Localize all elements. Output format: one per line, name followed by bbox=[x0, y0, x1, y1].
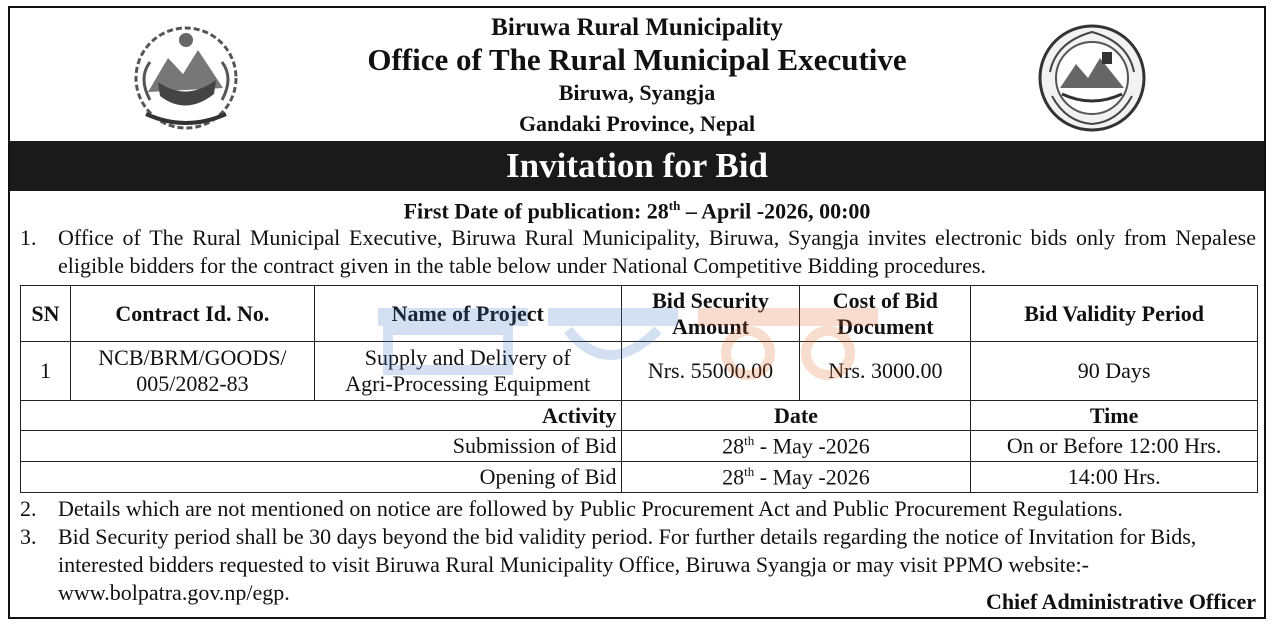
publication-prefix: First Date of publication: 28 bbox=[403, 198, 669, 224]
cell-project-name bbox=[314, 342, 621, 401]
activity-date bbox=[621, 462, 971, 493]
header-bid-validity: Bid Validity Period bbox=[971, 286, 1258, 342]
paragraph-text: Office of The Rural Municipal Executive, Biruwa Rural Municipality, Biruwa, Syangja invites electronic bids only from Nepalese eligible bidders for the contract given in the table below under National Competitive Bidding procedures. bbox=[58, 225, 1256, 279]
activity-row-submission bbox=[21, 431, 1258, 462]
paragraph-text: Bid Security period shall be 30 days beyond the bid validity period. For further details regarding the notice of Invitation for Bids, interested bidders requested to visit Biruwa Rural Municipality Office, Biruwa Syangja or may visit PPMO website:- www.bolpatra.gov.np/egp. bbox=[58, 524, 1197, 606]
paragraph-number: 1. bbox=[20, 225, 37, 251]
date-day: 28 bbox=[722, 464, 745, 490]
cell-bid-security: Nrs. 55000.00 bbox=[621, 342, 800, 401]
header-bid-document-cost: Cost of Bid Document bbox=[800, 286, 971, 342]
notice-header bbox=[10, 8, 1264, 141]
header-date: Date bbox=[621, 401, 971, 431]
header-bid-security: Bid Security Amount bbox=[621, 286, 800, 342]
table-header-row bbox=[21, 286, 1258, 342]
cell-bid-document-cost: Nrs. 3000.00 bbox=[800, 342, 971, 401]
contract-table bbox=[20, 285, 1258, 493]
activity-name: Submission of Bid bbox=[21, 431, 622, 462]
contract-id-line-2: 005/2082-83 bbox=[136, 371, 249, 397]
office-name: Office of The Rural Municipal Executive bbox=[367, 42, 907, 77]
paragraph-text: Details which are not mentioned on notice are followed by Public Procurement Act and Public Procurement Regulations. bbox=[58, 496, 1123, 522]
office-province: Gandaki Province, Nepal bbox=[518, 111, 756, 136]
header-sn: SN bbox=[21, 286, 71, 342]
office-location: Biruwa, Syangja bbox=[558, 80, 716, 105]
cell-contract-id bbox=[70, 342, 314, 401]
activity-header-row bbox=[21, 401, 1258, 431]
cell-bid-validity: 90 Days bbox=[971, 342, 1258, 401]
publication-suffix: – April -2026, 00:00 bbox=[680, 198, 871, 224]
date-sup: th bbox=[744, 464, 755, 480]
project-line-2: Agri-Processing Equipment bbox=[345, 371, 591, 397]
municipality-name: Biruwa Rural Municipality bbox=[491, 14, 783, 41]
header-time: Time bbox=[971, 401, 1258, 431]
activity-time: 14:00 Hrs. bbox=[971, 462, 1258, 493]
cell-sn: 1 bbox=[21, 342, 71, 401]
nepal-emblem-logo bbox=[128, 22, 244, 134]
header-project-name: Name of Project bbox=[314, 286, 621, 342]
date-day: 28 bbox=[722, 433, 745, 459]
date-sup: th bbox=[744, 433, 755, 449]
signature-title: Chief Administrative Officer bbox=[985, 589, 1256, 614]
activity-name: Opening of Bid bbox=[21, 462, 622, 493]
activity-time: On or Before 12:00 Hrs. bbox=[971, 431, 1258, 462]
publication-date bbox=[10, 193, 1264, 224]
header-contract-id: Contract Id. No. bbox=[70, 286, 314, 342]
activity-row-opening bbox=[21, 462, 1258, 493]
contract-id-line-1: NCB/BRM/GOODS/ bbox=[98, 345, 287, 371]
bid-notice bbox=[8, 6, 1266, 619]
paragraph-1 bbox=[10, 224, 1264, 280]
date-rest: - May -2026 bbox=[754, 433, 870, 459]
header-activity: Activity bbox=[21, 401, 622, 431]
paragraph-number: 2. bbox=[20, 496, 37, 522]
paragraph-number: 3. bbox=[20, 524, 37, 550]
invitation-banner: Invitation for Bid bbox=[10, 141, 1264, 191]
municipality-seal-logo bbox=[1036, 22, 1148, 134]
date-rest: - May -2026 bbox=[754, 464, 870, 490]
paragraph-2 bbox=[10, 495, 1264, 523]
table-row bbox=[21, 342, 1258, 401]
project-line-1: Supply and Delivery of bbox=[364, 345, 571, 371]
publication-sup: th bbox=[668, 198, 681, 213]
activity-date bbox=[621, 431, 971, 462]
